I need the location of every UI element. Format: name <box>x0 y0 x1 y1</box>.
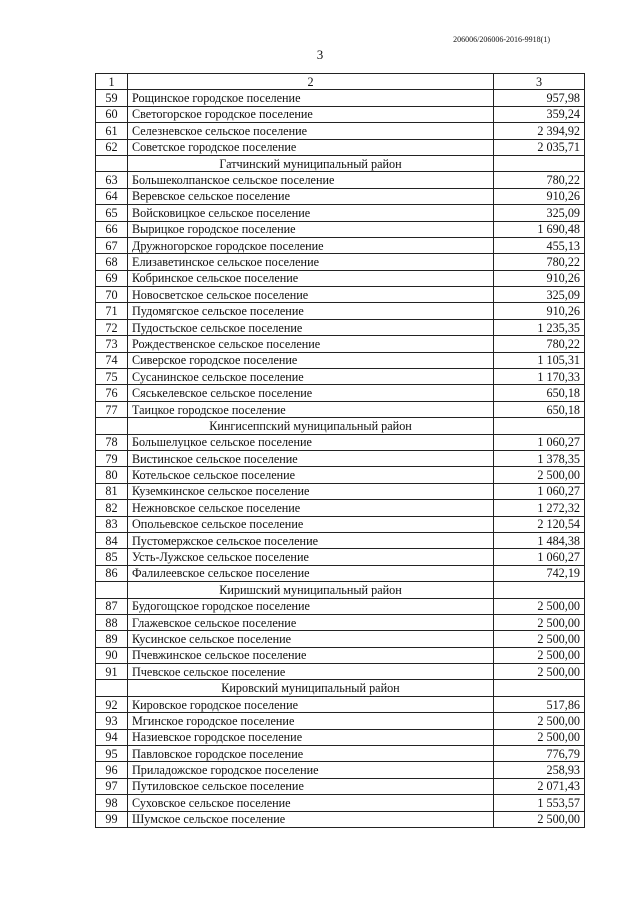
settlement-value: 2 500,00 <box>494 729 585 745</box>
settlement-name: Вырицкое городское поселение <box>128 221 494 237</box>
row-number: 76 <box>96 385 128 401</box>
column-header-number: 1 <box>96 74 128 90</box>
row-number: 92 <box>96 696 128 712</box>
settlement-value: 2 071,43 <box>494 778 585 794</box>
table-row <box>96 319 585 335</box>
table-row <box>96 696 585 712</box>
row-number: 81 <box>96 483 128 499</box>
row-number: 63 <box>96 172 128 188</box>
table-row <box>96 516 585 532</box>
settlement-name: Селезневское сельское поселение <box>128 123 494 139</box>
table-row <box>96 434 585 450</box>
settlement-name: Сяськелевское сельское поселение <box>128 385 494 401</box>
settlement-value: 1 060,27 <box>494 483 585 499</box>
settlement-name: Елизаветинское сельское поселение <box>128 254 494 270</box>
row-number: 83 <box>96 516 128 532</box>
settlement-value: 2 500,00 <box>494 713 585 729</box>
section-row <box>96 582 585 598</box>
section-value-cell <box>494 680 585 696</box>
table-row <box>96 549 585 565</box>
settlement-name: Кировское городское поселение <box>128 696 494 712</box>
row-number: 89 <box>96 631 128 647</box>
table-row <box>96 664 585 680</box>
table-row <box>96 303 585 319</box>
settlement-name: Глажевское сельское поселение <box>128 614 494 630</box>
settlement-value: 1 690,48 <box>494 221 585 237</box>
row-number: 84 <box>96 532 128 548</box>
settlement-value: 1 170,33 <box>494 369 585 385</box>
table-row <box>96 598 585 614</box>
settlement-name: Рождественское сельское поселение <box>128 336 494 352</box>
row-number: 69 <box>96 270 128 286</box>
settlement-name: Пустомержское сельское поселение <box>128 532 494 548</box>
settlement-value: 2 500,00 <box>494 631 585 647</box>
row-number: 80 <box>96 467 128 483</box>
row-number: 70 <box>96 287 128 303</box>
section-number-cell <box>96 418 128 434</box>
row-number: 96 <box>96 762 128 778</box>
section-value-cell <box>494 582 585 598</box>
row-number: 64 <box>96 188 128 204</box>
settlement-name: Нежновское сельское поселение <box>128 500 494 516</box>
settlement-name: Котельское сельское поселение <box>128 467 494 483</box>
row-number: 86 <box>96 565 128 581</box>
settlement-value: 742,19 <box>494 565 585 581</box>
settlement-value: 517,86 <box>494 696 585 712</box>
settlement-value: 455,13 <box>494 237 585 253</box>
section-value-cell <box>494 418 585 434</box>
settlement-name: Усть-Лужское сельское поселение <box>128 549 494 565</box>
page-number: 3 <box>316 47 324 62</box>
settlement-value: 780,22 <box>494 172 585 188</box>
table-row <box>96 467 585 483</box>
row-number: 75 <box>96 369 128 385</box>
settlement-value: 325,09 <box>494 287 585 303</box>
table-row <box>96 172 585 188</box>
table-row <box>96 713 585 729</box>
document-id: 206006/206006-2016-9918(1) <box>453 35 550 44</box>
row-number: 78 <box>96 434 128 450</box>
settlement-value: 2 120,54 <box>494 516 585 532</box>
row-number: 79 <box>96 450 128 466</box>
row-number: 73 <box>96 336 128 352</box>
table-row <box>96 90 585 106</box>
table-row <box>96 221 585 237</box>
row-number: 93 <box>96 713 128 729</box>
row-number: 60 <box>96 106 128 122</box>
table-row <box>96 401 585 417</box>
settlement-name: Большеколпанское сельское поселение <box>128 172 494 188</box>
settlement-value: 1 553,57 <box>494 795 585 811</box>
settlement-name: Вистинское сельское поселение <box>128 450 494 466</box>
settlement-value: 957,98 <box>494 90 585 106</box>
row-number: 72 <box>96 319 128 335</box>
table-row <box>96 336 585 352</box>
table-row <box>96 778 585 794</box>
table-row <box>96 237 585 253</box>
row-number: 71 <box>96 303 128 319</box>
settlement-value: 1 235,35 <box>494 319 585 335</box>
table-row <box>96 205 585 221</box>
table-row <box>96 254 585 270</box>
row-number: 65 <box>96 205 128 221</box>
section-number-cell <box>96 680 128 696</box>
settlement-name: Кобринское сельское поселение <box>128 270 494 286</box>
settlement-name: Павловское городское поселение <box>128 746 494 762</box>
settlement-value: 1 272,32 <box>494 500 585 516</box>
settlement-value: 910,26 <box>494 188 585 204</box>
section-title: Кингисеппский муниципальный район <box>128 418 494 434</box>
settlement-name: Мгинское городское поселение <box>128 713 494 729</box>
section-title: Гатчинский муниципальный район <box>128 155 494 171</box>
settlements-table <box>95 73 585 828</box>
row-number: 59 <box>96 90 128 106</box>
row-number: 88 <box>96 614 128 630</box>
settlement-value: 1 060,27 <box>494 549 585 565</box>
settlement-value: 2 500,00 <box>494 664 585 680</box>
settlement-name: Войсковицкое сельское поселение <box>128 205 494 221</box>
section-number-cell <box>96 582 128 598</box>
settlement-name: Приладожское городское поселение <box>128 762 494 778</box>
settlement-name: Пудостьское сельское поселение <box>128 319 494 335</box>
settlement-name: Таицкое городское поселение <box>128 401 494 417</box>
table-row <box>96 139 585 155</box>
settlement-name: Будогощское городское поселение <box>128 598 494 614</box>
row-number: 98 <box>96 795 128 811</box>
row-number: 66 <box>96 221 128 237</box>
settlement-value: 2 500,00 <box>494 811 585 827</box>
settlement-value: 780,22 <box>494 336 585 352</box>
settlement-name: Куземкинское сельское поселение <box>128 483 494 499</box>
settlement-name: Пудомягское сельское поселение <box>128 303 494 319</box>
settlement-name: Назиевское городское поселение <box>128 729 494 745</box>
settlement-name: Дружногорское городское поселение <box>128 237 494 253</box>
table-row <box>96 369 585 385</box>
row-number: 85 <box>96 549 128 565</box>
column-header-name: 2 <box>128 74 494 90</box>
settlement-name: Пчевжинское сельское поселение <box>128 647 494 663</box>
table-row <box>96 106 585 122</box>
section-value-cell <box>494 155 585 171</box>
section-title: Киришский муниципальный район <box>128 582 494 598</box>
section-row <box>96 418 585 434</box>
settlement-name: Опольевское сельское поселение <box>128 516 494 532</box>
table-header-row <box>96 74 585 90</box>
table-row <box>96 795 585 811</box>
row-number: 91 <box>96 664 128 680</box>
settlement-value: 359,24 <box>494 106 585 122</box>
row-number: 82 <box>96 500 128 516</box>
settlement-name: Суховское сельское поселение <box>128 795 494 811</box>
settlement-value: 325,09 <box>494 205 585 221</box>
table-row <box>96 729 585 745</box>
table-row <box>96 500 585 516</box>
table-row <box>96 614 585 630</box>
row-number: 67 <box>96 237 128 253</box>
settlement-name: Новосветское сельское поселение <box>128 287 494 303</box>
section-row <box>96 155 585 171</box>
column-header-value: 3 <box>494 74 585 90</box>
settlement-name: Светогорское городское поселение <box>128 106 494 122</box>
table-row <box>96 123 585 139</box>
settlement-name: Путиловское сельское поселение <box>128 778 494 794</box>
row-number: 62 <box>96 139 128 155</box>
row-number: 94 <box>96 729 128 745</box>
section-number-cell <box>96 155 128 171</box>
settlement-value: 650,18 <box>494 385 585 401</box>
row-number: 95 <box>96 746 128 762</box>
row-number: 97 <box>96 778 128 794</box>
table-row <box>96 287 585 303</box>
row-number: 90 <box>96 647 128 663</box>
settlement-value: 2 035,71 <box>494 139 585 155</box>
table-row <box>96 270 585 286</box>
settlement-value: 910,26 <box>494 270 585 286</box>
settlement-value: 258,93 <box>494 762 585 778</box>
section-title: Кировский муниципальный район <box>128 680 494 696</box>
settlement-name: Сусанинское сельское поселение <box>128 369 494 385</box>
row-number: 74 <box>96 352 128 368</box>
row-number: 87 <box>96 598 128 614</box>
settlement-value: 2 500,00 <box>494 647 585 663</box>
row-number: 99 <box>96 811 128 827</box>
settlement-name: Сиверское городское поселение <box>128 352 494 368</box>
settlement-name: Большелуцкое сельское поселение <box>128 434 494 450</box>
settlement-name: Веревское сельское поселение <box>128 188 494 204</box>
settlement-name: Шумское сельское поселение <box>128 811 494 827</box>
settlement-name: Рощинское городское поселение <box>128 90 494 106</box>
settlement-value: 2 500,00 <box>494 598 585 614</box>
table-row <box>96 762 585 778</box>
row-number: 68 <box>96 254 128 270</box>
table-row <box>96 385 585 401</box>
table-row <box>96 811 585 827</box>
settlement-value: 1 060,27 <box>494 434 585 450</box>
table-row <box>96 352 585 368</box>
settlement-name: Фалилеевское сельское поселение <box>128 565 494 581</box>
section-row <box>96 680 585 696</box>
settlement-value: 1 105,31 <box>494 352 585 368</box>
row-number: 77 <box>96 401 128 417</box>
settlement-name: Советское городское поселение <box>128 139 494 155</box>
settlement-value: 2 394,92 <box>494 123 585 139</box>
settlement-value: 2 500,00 <box>494 467 585 483</box>
settlement-value: 776,79 <box>494 746 585 762</box>
settlement-value: 2 500,00 <box>494 614 585 630</box>
settlement-value: 780,22 <box>494 254 585 270</box>
table-row <box>96 631 585 647</box>
table-row <box>96 746 585 762</box>
table-row <box>96 647 585 663</box>
settlement-value: 650,18 <box>494 401 585 417</box>
settlement-value: 1 378,35 <box>494 450 585 466</box>
settlement-value: 910,26 <box>494 303 585 319</box>
settlement-name: Пчевское сельское поселение <box>128 664 494 680</box>
row-number: 61 <box>96 123 128 139</box>
settlement-value: 1 484,38 <box>494 532 585 548</box>
table-row <box>96 450 585 466</box>
table-row <box>96 565 585 581</box>
table-row <box>96 483 585 499</box>
table-row <box>96 188 585 204</box>
table-row <box>96 532 585 548</box>
settlement-name: Кусинское сельское поселение <box>128 631 494 647</box>
